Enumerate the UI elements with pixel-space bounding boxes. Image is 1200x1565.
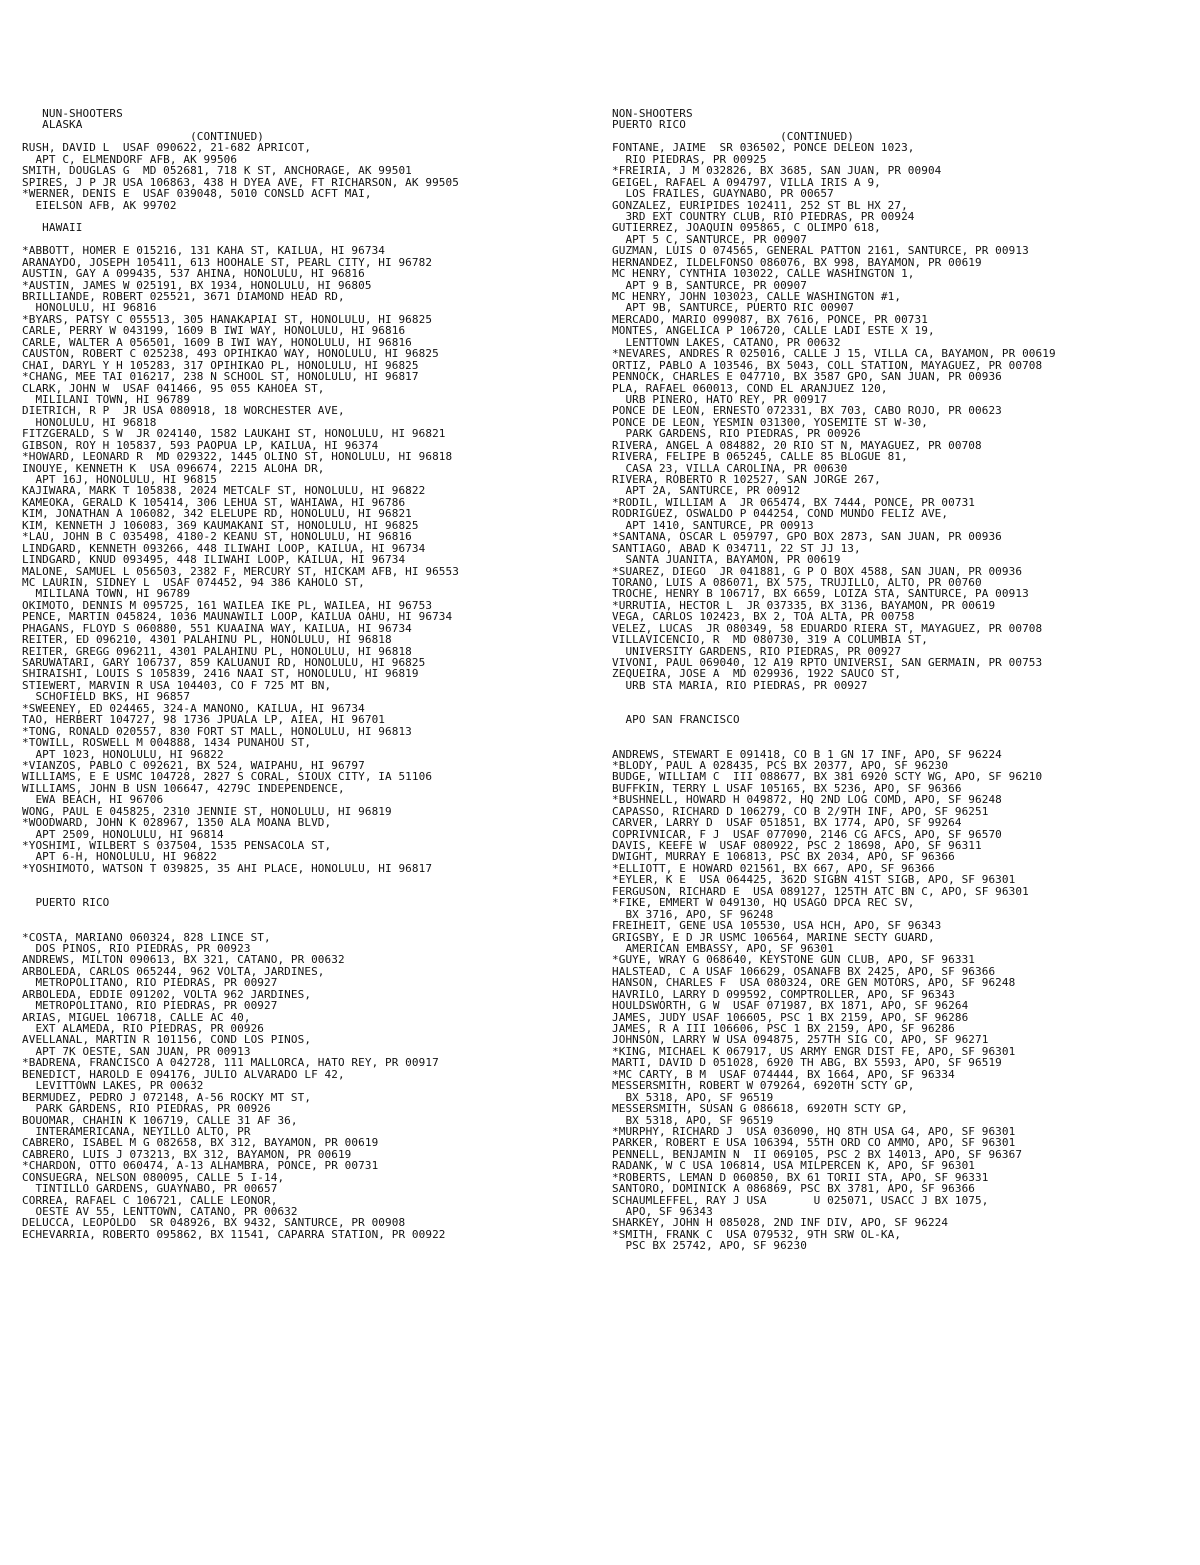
text-line: OESTE AV 55, LENTTOWN, CATANO, PR 00632 [22,1205,298,1218]
text-line: *NEVARES, ANDRES R 025016, CALLE J 15, VILLA CA, BAYAMON, PR 00619 [612,347,1056,361]
text-line: *KING, MICHAEL K 067917, US ARMY ENGR DIST FE, APO, SF 96301 [612,1044,1016,1058]
text-line: *YOSHIMOTO, WATSON T 039825, 35 AHI PLACE, HONOLULU, HI 96817 [22,861,433,875]
text-line: MARTI, DAVID D 051028, 6920 TH ABG, BX 5593, APO, SF 96519 [612,1056,1002,1070]
text-line: FITZGERALD, S W JR 024140, 1582 LAUKAHI ST, HONOLULU, HI 96821 [22,427,446,441]
text-line: HONOLULU, HI 96818 [22,415,157,429]
text-line: EIELSON AFB, AK 99702 [22,198,177,212]
text-line: INTERAMERICANA, NEYILLO ALTO, PR [22,1124,251,1138]
text-line: APT 2A, SANTURCE, PR 00912 [612,484,801,498]
text-line: APT 6-H, HONOLULU, HI 96822 [22,850,217,864]
text-line: HONOLULU, HI 96816 [22,301,157,315]
text-line: *BYARS, PATSY C 055513, 305 HANAKAPIAI ST, HONOLULU, HI 96825 [22,312,433,326]
text-line [612,737,1192,748]
text-line: SCHAUMLEFFEL, RAY J USA U 025071, USACC J BX 1075, [612,1193,989,1207]
text-line: FREIHEIT, GENE USA 105530, USA HCH, APO, SF 96343 [612,919,942,933]
text-line: (CONTINUED) [612,129,855,143]
text-line: JAMES, JUDY USAF 106605, PSC 1 BX 2159, APO, SF 96286 [612,1010,969,1024]
text-line: SHARKEY, JOHN H 085028, 2ND INF DIV, APO, SF 96224 [612,1216,949,1230]
text-line: GRIGSBY, E D JR USMC 106564, MARINE SECTY GUARD, [612,930,935,944]
text-line: URB PINERO, HATO REY, PR 00917 [612,392,828,406]
text-line: 3RD EXT COUNTRY CLUB, RIO PIEDRAS, PR 00924 [612,209,915,223]
text-line: PUERTO RICO [22,896,110,910]
text-line: BUDGE, WILLIAM C III 088677, BX 381 6920 SCTY WG, APO, SF 96210 [612,770,1043,784]
text-line: *CHARDON, OTTO 060474, A-13 ALHAMBRA, PONCE, PR 00731 [22,1159,379,1173]
text-line: *ELLIOTT, E HOWARD 021561, BX 667, APO, SF 96366 [612,861,935,875]
text-line: BRILLIANDE, ROBERT 025521, 3671 DIAMOND HEAD RD, [22,290,345,303]
text-line: CAUSTON, ROBERT C 025238, 493 OPIHIKAO WAY, HONOLULU, HI 96825 [22,347,439,361]
text-line: SANTA JUANITA, BAYAMON, PR 00619 [612,553,841,567]
text-line: MERCADO, MARIO 099087, BX 7616, PONCE, PR 00731 [612,312,928,326]
text-line: *GUYE, WRAY G 068640, KEYSTONE GUN CLUB, APO, SF 96331 [612,953,976,967]
text-line [22,920,590,931]
text-line: CABRERO, LUIS J 073213, BX 312, BAYAMON, PR 00619 [22,1147,352,1161]
text-line: PENCE, MARTIN 045824, 1036 MAUNAWILI LOOP, KAILUA OAHU, HI 96734 [22,610,453,624]
text-line: APT 9B, SANTURCE, PUERTO RIC 00907 [612,301,855,315]
text-line: PARKER, ROBERT E USA 106394, 55TH ORD CO AMMO, APO, SF 96301 [612,1136,1016,1150]
text-line: EWA BEACH, HI 96706 [22,793,164,807]
text-line: ALASKA [22,118,83,132]
text-line: APT 1023, HONOLULU, HI 96822 [22,747,224,761]
text-line: APT 2509, HONOLULU, HI 96814 [22,827,224,841]
text-line: MC LAURIN, SIDNEY L USAF 074452, 94 386 KAHOLO ST, [22,575,365,589]
text-line: DIETRICH, R P JR USA 080918, 18 WORCHESTER AVE, [22,404,345,418]
text-line: (CONTINUED) [22,129,265,143]
text-line: LINDGARD, KNUD 093495, 448 ILIWAHI LOOP, KAILUA, HI 96734 [22,553,406,567]
text-line: APO SAN FRANCISCO [612,713,740,727]
text-line: APT 16J, HONOLULU, HI 96815 [22,473,217,486]
text-line [22,909,590,920]
text-line: VEGA, CARLOS 102423, BX 2, TOA ALTA, PR 00758 [612,610,915,624]
text-line: RADANK, W C USA 106814, USA MILPERCEN K, APO, SF 96301 [612,1159,976,1173]
text-line: LINDGARD, KENNETH 093266, 448 ILIWAHI LOOP, KAILUA, HI 96734 [22,541,426,555]
text-line: *TONG, RONALD 020557, 830 FORT ST MALL, HONOLULU, HI 96813 [22,724,412,738]
text-line: *SMITH, FRANK C USA 079532, 9TH SRW OL-KA, [612,1227,902,1241]
text-line: AVELLANAL, MARTIN R 101156, COND LOS PINOS, [22,1033,312,1047]
text-line: PONCE DE LEON, YESMIN 031300, YOSEMITE ST W-30, [612,415,928,429]
text-line: LEVITTOWN LAKES, PR 00632 [22,1079,204,1093]
text-line: *BUSHNELL, HOWARD H 049872, HQ 2ND LOG COMD, APO, SF 96248 [612,793,1002,807]
text-line: *COSTA, MARIANO 060324, 828 LINCE ST, [22,930,271,944]
text-line: LOS FRAILES, GUAYNABO, PR 00657 [612,187,834,201]
text-line: CARLE, PERRY W 043199, 1609 B IWI WAY, HONOLULU, HI 96816 [22,324,406,338]
text-line: ARIAS, MIGUEL 106718, CALLE AC 40, [22,1010,251,1024]
text-line [22,874,590,885]
text-line: HAVRILO, LARRY D 099592, COMPTROLLER, APO, SF 96343 [612,987,955,1001]
text-line: REITER, GREGG 096211, 4301 PALAHINU PL, HONOLULU, HI 96818 [22,644,412,658]
text-line: *URRUTIA, HECTOR L JR 037335, BX 3136, BAYAMON, PR 00619 [612,598,996,612]
text-line: *AUSTIN, JAMES W 025191, BX 1934, HONOLULU, HI 96805 [22,278,372,292]
text-line: *ROBERTS, LEMAN D 060850, BX 61 TORII STA, APO, SF 96331 [612,1170,989,1184]
text-line: BENEDICT, HAROLD E 094176, JULIO ALVARADO LF 42, [22,1067,345,1081]
text-line: PENNELL, BENJAMIN N II 069105, PSC 2 BX 14013, APO, SF 96367 [612,1147,1023,1161]
text-line: RIVERA, ROBERTO R 102527, SAN JORGE 267, [612,473,881,486]
text-line: COPRIVNICAR, F J USAF 077090, 2146 CG AFCS, APO, SF 96570 [612,827,1002,841]
text-line: ANDREWS, MILTON 090613, BX 321, CATANO, PR 00632 [22,953,345,967]
text-line: BOUOMAR, CHAHIN K 106719, CALLE 31 AF 36, [22,1113,298,1127]
text-line: ANDREWS, STEWART E 091418, CO B 1 GN 17 INF, APO, SF 96224 [612,747,1002,761]
text-line: TROCHE, HENRY B 106717, BX 6659, LOIZA STA, SANTURCE, PA 00913 [612,587,1029,601]
text-line: CASA 23, VILLA CAROLINA, PR 00630 [612,461,848,475]
text-line: SARUWATARI, GARY 106737, 859 KALUANUI RD, HONOLULU, HI 96825 [22,656,426,669]
text-line: *WOODWARD, JOHN K 028967, 1350 ALA MOANA BLVD, [22,816,332,830]
text-line: CARLE, WALTER A 056501, 1609 B IWI WAY, HONOLULU, HI 96816 [22,335,412,349]
text-line: TINTILLO GARDENS, GUAYNABO, PR 00657 [22,1182,278,1196]
text-line: EXT ALAMEDA, RIO PIEDRAS, PR 00926 [22,1022,265,1035]
text-line: PSC BX 25742, APO, SF 96230 [612,1239,807,1253]
text-line: WILLIAMS, JOHN B USN 106647, 4279C INDEPENDENCE, [22,781,345,795]
text-line: *CHANG, MEE TAI 016217, 238 N SCHOOL ST, HONOLULU, HI 96817 [22,370,419,384]
text-line: HALSTEAD, C A USAF 106629, OSANAFB BX 2425, APO, SF 96366 [612,964,996,978]
text-line: APT 9 B, SANTURCE, PR 00907 [612,278,807,292]
text-line: SHIRAISHI, LOUIS S 105839, 2416 NAAI ST, HONOLULU, HI 96819 [22,667,419,681]
text-line: BUFFKIN, TERRY L USAF 105165, BX 5236, APO, SF 96366 [612,781,962,795]
text-line: DWIGHT, MURRAY E 106813, PSC BX 2034, APO, SF 96366 [612,850,955,864]
text-line: UNIVERSITY GARDENS, RIO PIEDRAS, PR 00927 [612,644,902,658]
text-line: LENTTOWN LAKES, CATANO, PR 00632 [612,335,841,349]
text-line: KIM, JONATHAN A 106082, 342 ELELUPE RD, HONOLULU, HI 96821 [22,507,412,521]
text-line: HAWAII [22,221,83,235]
text-line: MC HENRY, JOHN 103023, CALLE WASHINGTON #1, [612,290,902,303]
text-line: PARK GARDENS, RIO PIEDRAS, PR 00926 [22,1102,271,1116]
text-line: CABRERO, ISABEL M G 082658, BX 312, BAYAMON, PR 00619 [22,1136,379,1150]
text-line: RODRIGUEZ, OSWALDO P 044254, COND MUNDO FELIZ AVE, [612,507,949,521]
text-line: DAVIS, KEEFE W USAF 080922, PSC 2 18698, APO, SF 96311 [612,839,982,852]
text-line: CAPASSO, RICHARD D 106279, CO B 2/9TH INF, APO, SF 96251 [612,804,989,818]
text-line: METROPOLITANO, RIO PIEDRAS, PR 00927 [22,976,278,990]
text-line: REITER, ED 096210, 4301 PALAHINU PL, HONOLULU, HI 96818 [22,633,392,647]
text-line: ARBOLEDA, EDDIE 091202, VOLTA 962 JARDINES, [22,987,312,1001]
text-line: *VIANZOS, PABLO C 092621, BX 524, WAIPAHU, HI 96797 [22,758,365,772]
text-line: *FREIRIA, J M 032826, BX 3685, SAN JUAN, PR 00904 [612,164,942,178]
text-line: DELUCCA, LEOPOLDO SR 048926, BX 9432, SANTURCE, PR 00908 [22,1216,406,1230]
text-line: TORANO, LUIS A 086071, BX 575, TRUJILLO, ALTO, PR 00760 [612,575,982,589]
text-line: MILILANA TOWN, HI 96789 [22,587,191,601]
text-line: KAMEOKA, GERALD K 105414, 306 LEHUA ST, WAHIAWA, HI 96786 [22,495,406,509]
right-column [612,108,1192,1252]
text-line: DOS PINOS, RIO PIEDRAS, PR 00923 [22,941,251,955]
text-line: ECHEVARRIA, ROBERTO 095862, BX 11541, CAPARRA STATION, PR 00922 [22,1227,446,1241]
text-line: BERMUDEZ, PEDRO J 072148, A-56 ROCKY MT ST, [22,1090,312,1104]
text-line: INOUYE, KENNETH K USA 096674, 2215 ALOHA DR, [22,461,325,475]
text-line: *ABBOTT, HOMER E 015216, 131 KAHA ST, KAILUA, HI 96734 [22,244,386,258]
text-line: URB STA MARIA, RIO PIEDRAS, PR 00927 [612,678,868,692]
text-line: STIEWERT, MARVIN R USA 104403, CO F 725 MT BN, [22,678,332,692]
text-line: MESSERSMITH, SUSAN G 086618, 6920TH SCTY GP, [612,1102,908,1116]
text-line: *SWEENEY, ED 024465, 324-A MANONO, KAILUA, HI 96734 [22,701,365,715]
text-line: BX 3716, APO, SF 96248 [612,907,774,921]
text-line: CLARK, JOHN W USAF 041466, 95 055 KAHOEA ST, [22,381,325,395]
text-line: ZEQUEIRA, JOSE A MD 029936, 1922 SAUCO ST, [612,667,902,681]
text-line: RUSH, DAVID L USAF 090622, 21-682 APRICOT, [22,141,312,155]
text-line: PONCE DE LEON, ERNESTO 072331, BX 703, CABO ROJO, PR 00623 [612,404,1002,418]
text-line: JOHNSON, LARRY W USA 094875, 257TH SIG CO, APO, SF 96271 [612,1033,989,1047]
text-line: KIM, KENNETH J 106083, 369 KAUMAKANI ST, HONOLULU, HI 96825 [22,518,419,532]
text-line: *MURPHY, RICHARD J USA 036090, HQ 8TH USA G4, APO, SF 96301 [612,1124,1016,1138]
text-line: MALONE, SAMUEL L 056503, 2382 F, MERCURY ST, HICKAM AFB, HI 96553 [22,564,459,578]
text-line: HERNANDEZ, ILDELFONSO 086076, BX 998, BAYAMON, PR 00619 [612,255,982,269]
text-line: PENNOCK, CHARLES E 047710, BX 3587 GPO, SAN JUAN, PR 00936 [612,370,1002,384]
text-line: SANTORO, DOMINICK A 086869, PSC BX 3781, APO, SF 96366 [612,1182,976,1196]
text-line: CHAI, DARYL Y H 105283, 317 OPIHIKAO PL, HONOLULU, HI 96825 [22,358,419,372]
text-line: MILILANI TOWN, HI 96789 [22,392,191,406]
text-line: *SUAREZ, DIEGO JR 041881, G P O BOX 4588, SAN JUAN, PR 00936 [612,564,1023,578]
text-line: CONSUEGRA, NELSON 080095, CALLE 5 I-14, [22,1170,285,1184]
text-line: GUZMAN, LUIS O 074565, GENERAL PATTON 2161, SANTURCE, PR 00913 [612,244,1029,258]
text-line: WILLIAMS, E E USMC 104728, 2827 S CORAL, SIOUX CITY, IA 51106 [22,770,433,784]
text-line: NON-SHOOTERS [612,107,693,120]
text-line: CARVER, LARRY D USAF 051851, BX 1774, APO, SF 99264 [612,816,962,830]
text-line: RIO PIEDRAS, PR 00925 [612,152,767,166]
text-line: BX 5318, APO, SF 96519 [612,1090,774,1104]
text-line: METROPOLITANO, RIO PIEDRAS, PR 00927 [22,999,278,1013]
text-line: *MC CARTY, B M USAF 074444, BX 1664, APO, SF 96334 [612,1067,955,1081]
text-line: *WERNER, DENIS E USAF 039048, 5010 CONSLD ACFT MAI, [22,187,372,201]
text-line: GUTIERREZ, JOAQUIN 095865, C OLIMPO 618, [612,221,881,235]
text-line [612,726,1192,737]
text-line: PHAGANS, FLOYD S 060880, 551 KUAAINA WAY, KAILUA, HI 96734 [22,621,412,635]
text-line: VELEZ, LUCAS JR 080349, 58 EDUARDO RIERA ST, MAYAGUEZ, PR 00708 [612,621,1043,635]
text-line: SANTIAGO, ABAD K 034711, 22 ST JJ 13, [612,541,861,555]
text-line: *FIKE, EMMERT W 049130, HQ USAGO DPCA REC SV, [612,896,915,910]
text-line: ORTIZ, PABLO A 103546, BX 5043, COLL STATION, MAYAGUEZ, PR 00708 [612,358,1043,372]
text-line: WONG, PAUL E 045825, 2310 JENNIE ST, HONOLULU, HI 96819 [22,804,392,818]
text-line: BX 5318, APO, SF 96519 [612,1113,774,1127]
text-line: *BLODY, PAUL A 028435, PCS BX 20377, APO, SF 96230 [612,758,949,772]
text-line: APT 5 C, SANTURCE, PR 00907 [612,232,807,246]
text-line: TAO, HERBERT 104727, 98 1736 JPUALA LP, AIEA, HI 96701 [22,713,386,727]
text-line: ARBOLEDA, CARLOS 065244, 962 VOLTA, JARDINES, [22,964,325,978]
text-line [612,691,1192,702]
text-line: VIVONI, PAUL 069040, 12 A19 RPTO UNIVERSI, SAN GERMAIN, PR 00753 [612,656,1043,669]
text-line: GONZALEZ, EURIPIDES 102411, 252 ST BL HX 27, [612,198,908,212]
text-line: PARK GARDENS, RIO PIEDRAS, PR 00926 [612,427,861,441]
text-line: *YOSHIMI, WILBERT S 037504, 1535 PENSACOLA ST, [22,839,332,852]
text-line [22,211,590,222]
text-line: MESSERSMITH, ROBERT W 079264, 6920TH SCTY GP, [612,1079,915,1093]
text-line: GIBSON, ROY H 105837, 593 PAOPUA LP, KAILUA, HI 96374 [22,438,379,452]
text-line: FERGUSON, RICHARD E USA 089127, 125TH ATC BN C, APO, SF 96301 [612,884,1029,898]
text-line: *BADRENA, FRANCISCO A 042728, 111 MALLORCA, HATO REY, PR 00917 [22,1056,439,1070]
text-line: RIVERA, FELIPE B 065245, CALLE 85 BLOGUE 81, [612,450,908,464]
text-line: SMITH, DOUGLAS G MD 052681, 718 K ST, ANCHORAGE, AK 99501 [22,164,412,178]
text-line: GEIGEL, RAFAEL A 094797, VILLA IRIS A 9, [612,175,881,189]
text-line: *LAU, JOHN B C 035498, 4180-2 KEANU ST, HONOLULU, HI 96816 [22,530,412,544]
text-line: PLA, RAFAEL 060013, COND EL ARANJUEZ 120, [612,381,888,395]
text-line: *SANTANA, OSCAR L 059797, GPO BOX 2873, SAN JUAN, PR 00936 [612,530,1002,544]
text-line: APT 1410, SANTURCE, PR 00913 [612,518,814,532]
text-line: VILLAVICENCIO, R MD 080730, 319 A COLUMBIA ST, [612,633,928,647]
text-line: CORREA, RAFAEL C 106721, CALLE LEONOR, [22,1193,278,1207]
text-line: PUERTO RICO [612,118,686,132]
text-line: NUN-SHOOTERS [22,107,123,120]
text-line: KAJIWARA, MARK T 105838, 2024 METCALF ST, HONOLULU, HI 96822 [22,484,426,498]
text-line: AMERICAN EMBASSY, APO, SF 96301 [612,941,834,955]
text-line: *EYLER, K E USA 064425, 362D SIGBN 41ST SIGB, APO, SF 96301 [612,873,1016,887]
text-line: SPIRES, J P JR USA 106863, 438 H DYEA AVE, FT RICHARSON, AK 99505 [22,175,459,189]
text-line: APO, SF 96343 [612,1205,713,1218]
text-line: MC HENRY, CYNTHIA 103022, CALLE WASHINGTON 1, [612,267,915,281]
text-line: AUSTIN, GAY A 099435, 537 AHINA, HONOLULU, HI 96816 [22,267,365,281]
text-line: HANSON, CHARLES F USA 080324, ORE GEN MOTORS, APO, SF 96248 [612,976,1016,990]
text-line: *RODIL, WILLIAM A JR 065474, BX 7444, PONCE, PR 00731 [612,495,976,509]
text-line: JAMES, R A III 106606, PSC 1 BX 2159, APO, SF 96286 [612,1022,955,1035]
text-line: *TOWILL, ROSWELL M 004888, 1434 PUNAHOU ST, [22,736,312,750]
text-line: OKIMOTO, DENNIS M 095725, 161 WAILEA IKE PL, WAILEA, HI 96753 [22,598,433,612]
text-line: MONTES, ANGELICA P 106720, CALLE LADI ESTE X 19, [612,324,935,338]
text-line: *HOWARD, LEONARD R MD 029322, 1445 OLINO ST, HONOLULU, HI 96818 [22,450,453,464]
left-column [22,108,590,1240]
text-line: FONTANE, JAIME SR 036502, PONCE DELEON 1023, [612,141,915,155]
text-line: APT 7K OESTE, SAN JUAN, PR 00913 [22,1044,251,1058]
text-line: RIVERA, ANGEL A 084882, 20 RIO ST N, MAYAGUEZ, PR 00708 [612,438,982,452]
text-line: ARANAYDO, JOSEPH 105411, 613 HOOHALE ST, PEARL CITY, HI 96782 [22,255,433,269]
text-line: HOULDSWORTH, G W USAF 071987, BX 1871, APO, SF 96264 [612,999,969,1013]
text-line: SCHOFIELD BKS, HI 96857 [22,690,191,704]
text-line: APT C, ELMENDORF AFB, AK 99506 [22,152,238,166]
